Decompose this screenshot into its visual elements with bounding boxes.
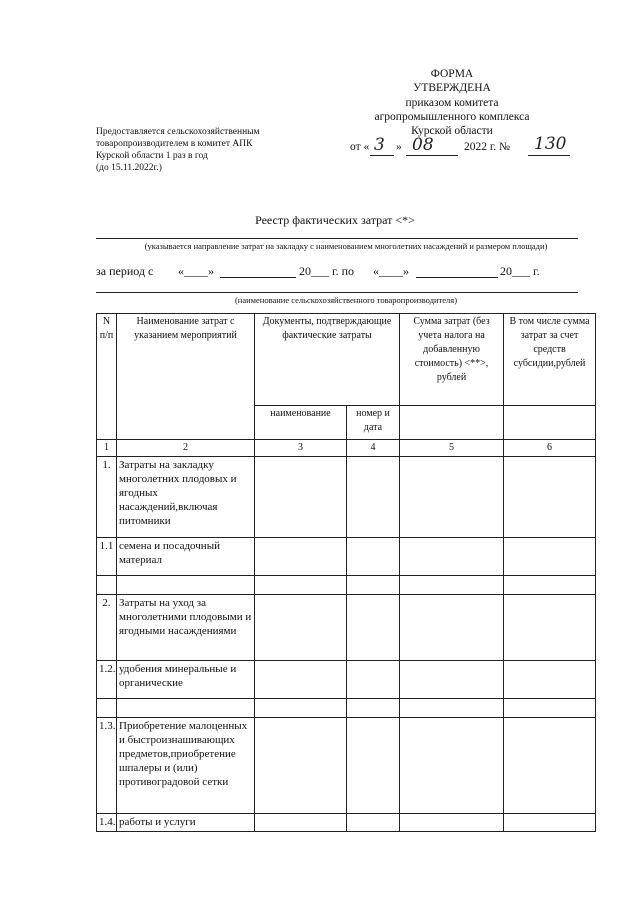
cell-doc-number xyxy=(347,699,400,718)
expenses-table xyxy=(96,313,596,832)
row-number: 1.3. xyxy=(97,718,117,814)
row-expense-name: Приобретение малоценных и быстроизнашивающих предметов,приобретение шпалеры и (или) противоградовой сетки xyxy=(117,718,255,814)
cell-subsidy xyxy=(504,814,596,832)
column-number: 1 xyxy=(97,440,117,457)
cell-sum xyxy=(400,814,504,832)
cell-sum xyxy=(400,538,504,576)
row-number xyxy=(97,576,117,595)
cell-sum xyxy=(400,576,504,595)
cell-sum xyxy=(400,699,504,718)
cell-sum xyxy=(400,457,504,538)
date-day-handwritten: 3 xyxy=(374,135,385,155)
row-expense-name: семена и посадочный материал xyxy=(117,538,255,576)
column-number: 2 xyxy=(117,440,255,457)
document-title: Реестр фактических затрат <*> xyxy=(255,213,415,227)
cell-sum xyxy=(400,718,504,814)
cell-subsidy xyxy=(504,595,596,661)
table-row xyxy=(97,576,596,595)
period-label: за период с xyxy=(96,264,154,278)
column-number: 4 xyxy=(347,440,400,457)
table-row xyxy=(97,699,596,718)
header-sum-blank xyxy=(400,406,504,440)
header-number: N п/п xyxy=(97,314,117,440)
cell-sum xyxy=(400,595,504,661)
form-label: ФОРМА xyxy=(430,68,474,80)
header-subsidy: В том числе сумма затрат за счет средств субсидии,рублей xyxy=(504,314,596,406)
cell-doc-name xyxy=(255,538,347,576)
cell-subsidy xyxy=(504,538,596,576)
header-doc-name: наименование xyxy=(255,406,347,440)
approval-date-line xyxy=(350,136,590,158)
submission-note-line-1: Предоставляется сельскохозяйственным xyxy=(96,127,260,137)
date-year: 2022 г. № xyxy=(464,141,511,153)
date-prefix: от « xyxy=(350,141,370,153)
period-from-day: «____» xyxy=(178,264,214,278)
row-number: 1.2. xyxy=(97,661,117,699)
row-number: 1.1 xyxy=(97,538,117,576)
cell-doc-name xyxy=(255,699,347,718)
period-from-year: 20___ г. по xyxy=(299,264,354,278)
order-number-handwritten: 130 xyxy=(534,134,567,154)
column-number: 6 xyxy=(504,440,596,457)
approved-label: УТВЕРЖДЕНА xyxy=(413,82,491,94)
order-number-underline xyxy=(528,155,570,156)
cell-sum xyxy=(400,661,504,699)
table-row xyxy=(97,595,596,661)
header-expense-name: Наименование затрат с указанием мероприятий xyxy=(117,314,255,440)
cell-subsidy xyxy=(504,699,596,718)
row-expense-name: Затраты на уход за многолетними плодовыми и ягодными насаждениями xyxy=(117,595,255,661)
date-month-underline xyxy=(406,155,458,156)
approval-line-2: агропромышленного комплекса xyxy=(374,111,530,123)
period-line xyxy=(96,262,596,282)
period-from-month-blank xyxy=(220,277,296,278)
table-row xyxy=(97,457,596,538)
date-mid: » xyxy=(396,141,402,153)
column-number: 3 xyxy=(255,440,347,457)
direction-note: (указывается направление затрат на закладку с наименованием многолетних насаждений и размером площади) xyxy=(144,241,548,251)
row-expense-name xyxy=(117,699,255,718)
approval-line-1: приказом комитета xyxy=(405,97,499,109)
producer-fill-line xyxy=(96,292,578,293)
row-number: 2. xyxy=(97,595,117,661)
header-doc-number: номер и дата xyxy=(347,406,400,440)
producer-note: (наименование сельскохозяйственного товаропроизводителя) xyxy=(234,295,458,305)
row-expense-name: Затраты на закладку многолетних плодовых и ягодных насаждений,включая питомники xyxy=(117,457,255,538)
table-header-row xyxy=(97,314,596,406)
row-number: 1.4. xyxy=(97,814,117,832)
cell-subsidy xyxy=(504,457,596,538)
cell-subsidy xyxy=(504,661,596,699)
row-expense-name xyxy=(117,576,255,595)
cell-doc-name xyxy=(255,595,347,661)
row-number xyxy=(97,699,117,718)
cell-doc-number xyxy=(347,595,400,661)
cell-subsidy xyxy=(504,576,596,595)
cell-doc-name xyxy=(255,457,347,538)
column-number: 5 xyxy=(400,440,504,457)
cell-doc-number xyxy=(347,814,400,832)
period-to-year: 20___ г. xyxy=(500,264,540,278)
approval-line-3: Курской области xyxy=(411,125,493,137)
cell-doc-number xyxy=(347,457,400,538)
submission-note-line-3: Курской области 1 раз в год xyxy=(96,151,208,161)
table-row xyxy=(97,538,596,576)
submission-note xyxy=(96,126,306,174)
cell-doc-number xyxy=(347,538,400,576)
period-to-month-blank xyxy=(416,277,498,278)
cell-doc-name xyxy=(255,814,347,832)
cell-doc-number xyxy=(347,661,400,699)
submission-note-line-4: (до 15.11.2022г.) xyxy=(96,163,162,173)
cell-subsidy xyxy=(504,718,596,814)
period-to-day: «____» xyxy=(373,264,409,278)
direction-fill-line xyxy=(96,238,578,239)
row-number: 1. xyxy=(97,457,117,538)
column-number-row xyxy=(97,440,596,457)
cell-doc-number xyxy=(347,718,400,814)
row-expense-name: удобения минеральные и органические xyxy=(117,661,255,699)
header-subsidy-blank xyxy=(504,406,596,440)
date-month-handwritten: 08 xyxy=(412,135,434,155)
submission-note-line-2: товаропроизводителем в комитет АПК xyxy=(96,139,253,149)
cell-doc-number xyxy=(347,576,400,595)
table-row xyxy=(97,814,596,832)
row-expense-name: работы и услуги xyxy=(117,814,255,832)
table-row xyxy=(97,718,596,814)
cell-doc-name xyxy=(255,576,347,595)
header-sum: Сумма затрат (без учета налога на добавленную стоимость) <**>, рублей xyxy=(400,314,504,406)
header-documents: Документы, подтверждающие фактические затраты xyxy=(255,314,400,406)
cell-doc-name xyxy=(255,718,347,814)
date-day-underline xyxy=(370,155,394,156)
table-row xyxy=(97,661,596,699)
cell-doc-name xyxy=(255,661,347,699)
